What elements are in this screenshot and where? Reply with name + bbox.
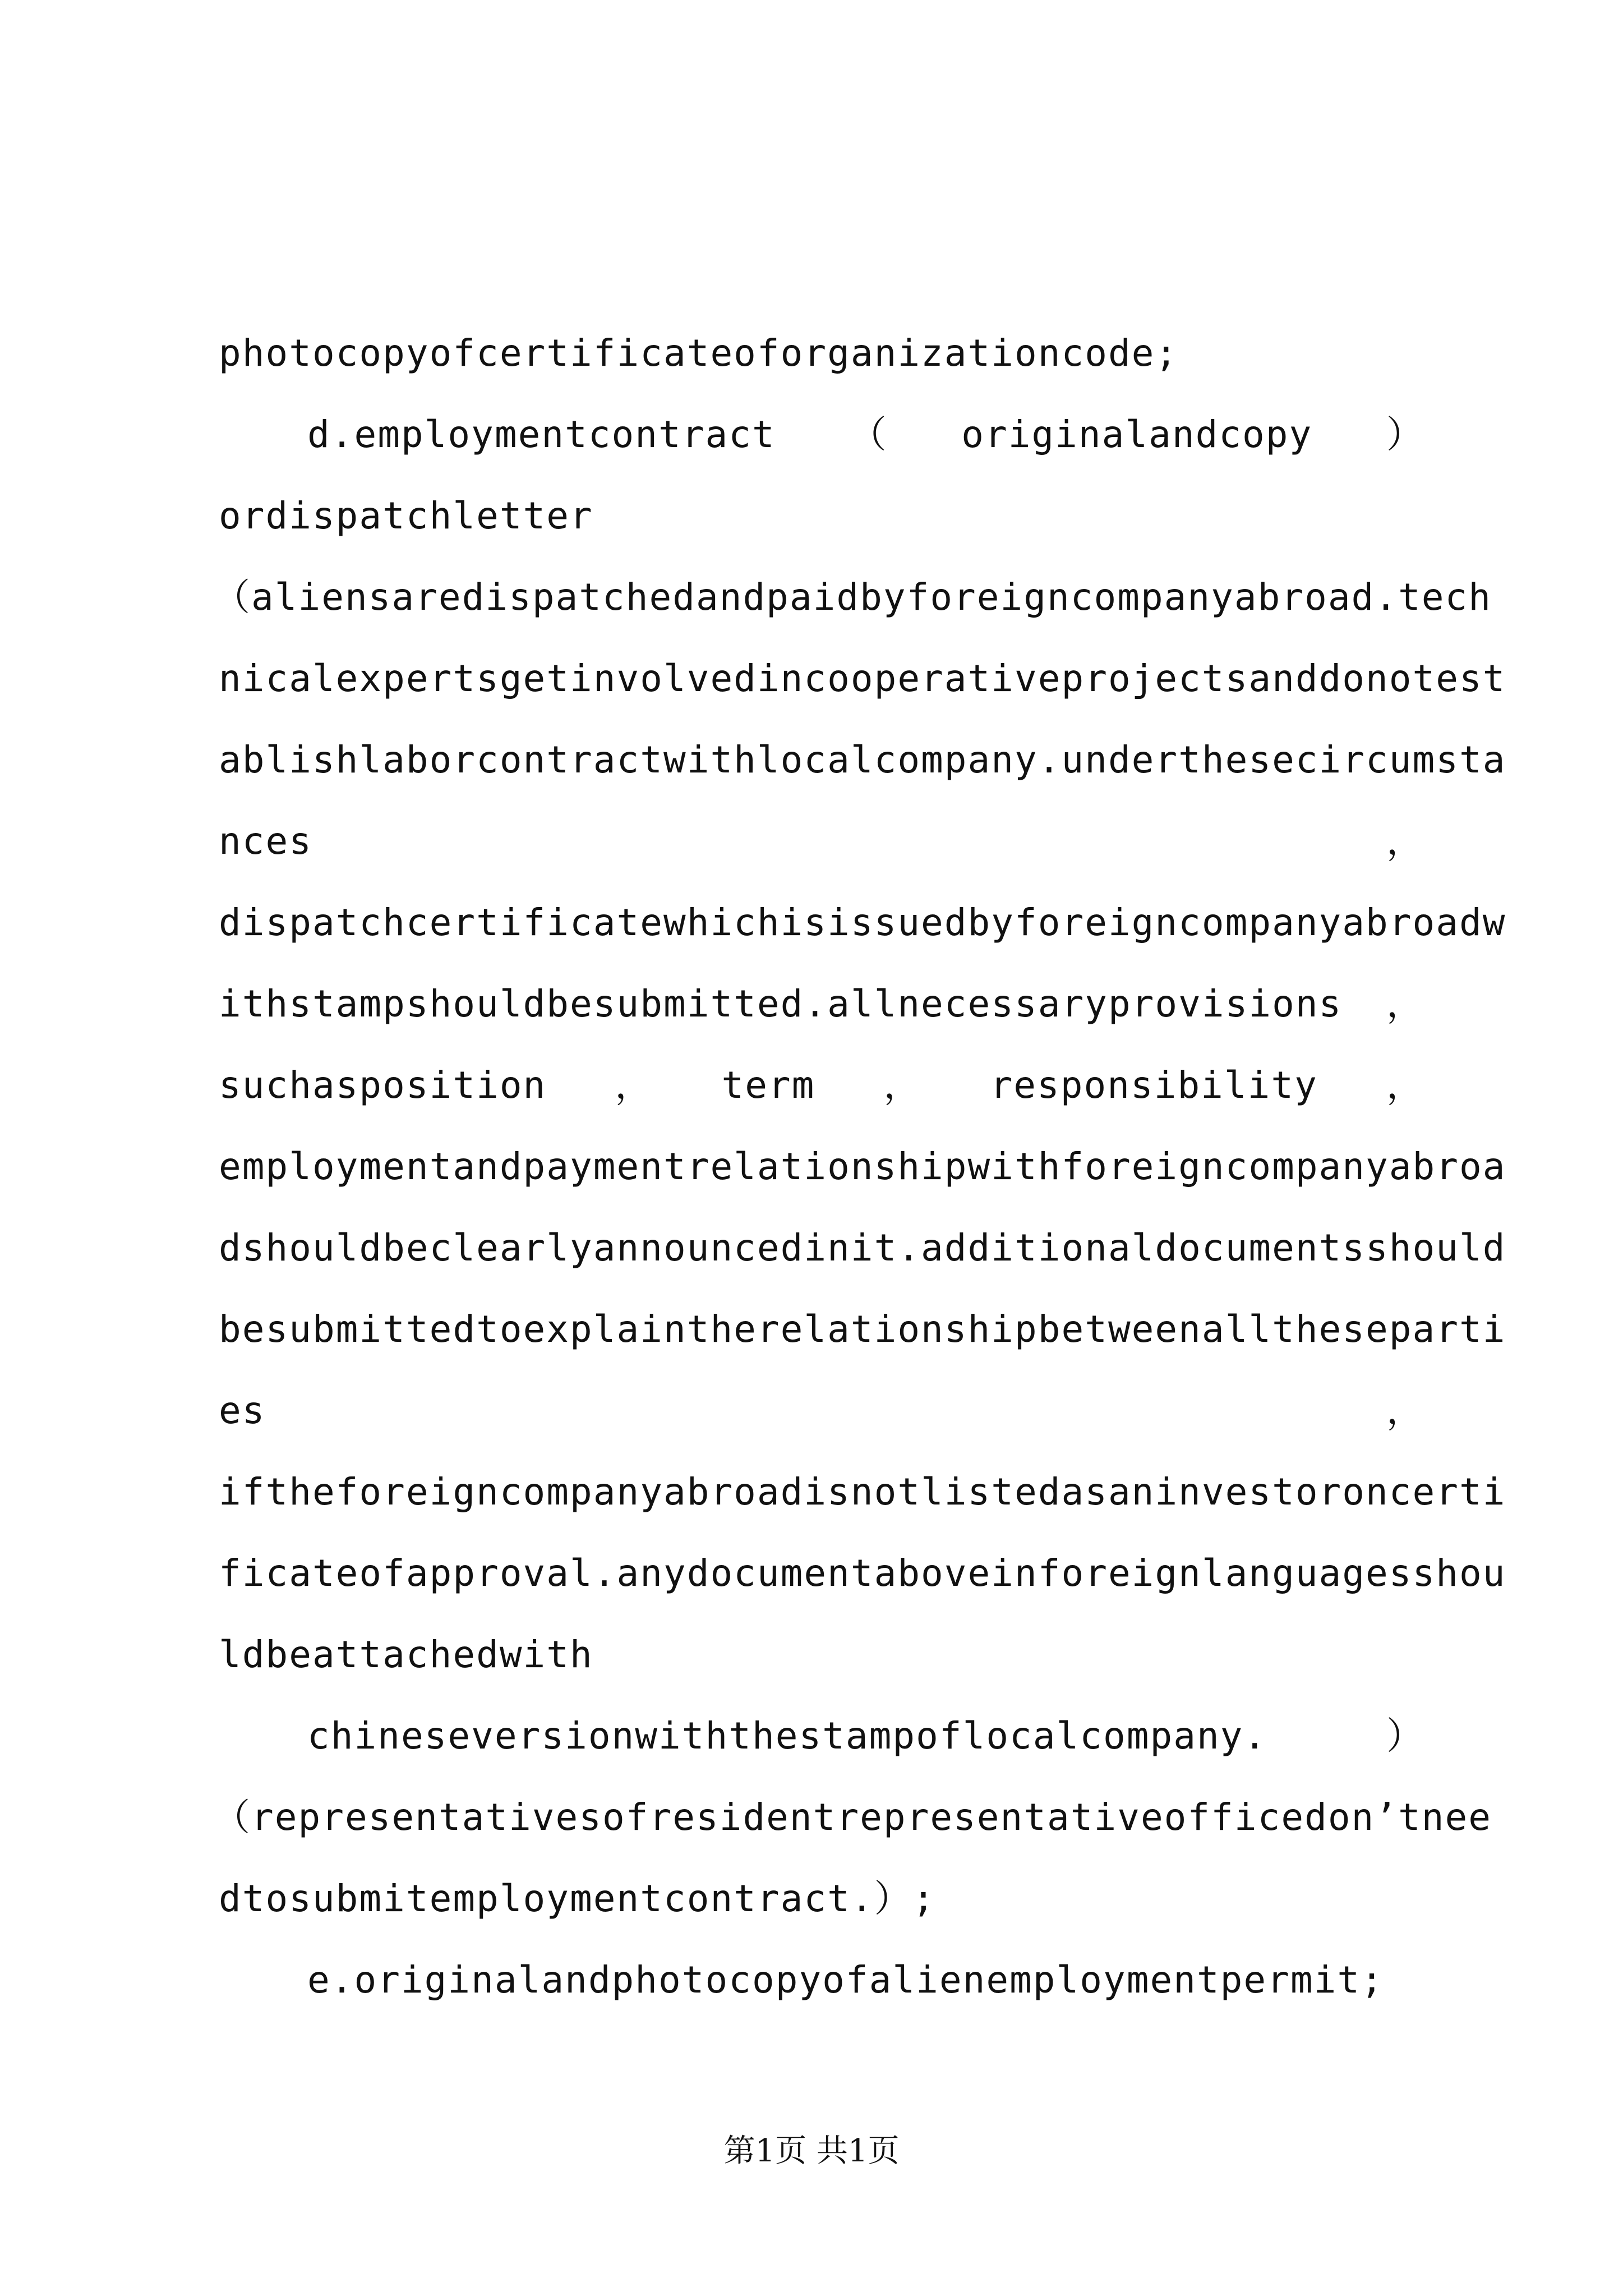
text-segment: ， xyxy=(1386,1064,1424,1107)
text-line: ldbeattachedwith xyxy=(219,1633,593,1676)
text-line xyxy=(307,1705,1424,1767)
text-segment: originalandcopy xyxy=(961,413,1313,456)
text-segment: ， xyxy=(615,1064,653,1107)
text-line: besubmittedtoexplaintherelationshipbetweenalltheseparti xyxy=(219,1308,1506,1351)
text-segment: ， xyxy=(1386,1389,1424,1432)
text-line: employmentandpaymentrelationshipwithforeigncompanyabroa xyxy=(219,1145,1506,1188)
text-segment: suchasposition xyxy=(219,1064,547,1107)
text-line: dshouldbeclearlyannouncedinit.additionaldocumentsshould xyxy=(219,1226,1506,1269)
text-segment: ， xyxy=(1386,820,1424,863)
page-number-footer: 第1页 共1页 xyxy=(723,2133,900,2169)
text-segment: responsibility xyxy=(990,1064,1318,1107)
text-line: e.originalandphotocopyofalienemploymentpermit; xyxy=(307,1958,1384,2001)
text-line xyxy=(219,973,1424,1035)
text-line: nicalexpertsgetinvolvedincooperativeprojectsanddonotest xyxy=(219,657,1506,700)
text-segment: ， xyxy=(883,1064,922,1107)
text-line: （representativesofresidentrepresentativeofficedon’tnee xyxy=(213,1796,1492,1839)
text-segment: （ xyxy=(849,413,888,456)
text-segment: chineseversionwiththestampoflocalcompany. xyxy=(307,1714,1267,1757)
text-segment: ithstampshouldbesubmitted.allnecessaryprovisions xyxy=(219,982,1343,1025)
text-segment: ， xyxy=(1386,982,1424,1025)
text-line xyxy=(219,811,1424,872)
text-segment: nces xyxy=(219,820,312,863)
text-segment: ） xyxy=(1386,1714,1424,1757)
text-segment: ） xyxy=(1386,413,1424,456)
text-line: ablishlaborcontractwithlocalcompany.underthesecircumsta xyxy=(219,738,1506,781)
text-segment: d.employmentcontract xyxy=(307,413,776,456)
text-line: iftheforeigncompanyabroadisnotlistedasaninvestoroncerti xyxy=(219,1470,1506,1513)
text-segment: es xyxy=(219,1389,266,1432)
text-line: ficateofapproval.anydocumentaboveinforeignlanguagesshou xyxy=(219,1552,1506,1595)
text-line: photocopyofcertificateoforganizationcode; xyxy=(219,332,1179,375)
text-line xyxy=(219,1380,1424,1442)
text-line: ordispatchletter xyxy=(219,494,593,537)
text-line xyxy=(307,404,1424,466)
text-segment: term xyxy=(721,1064,815,1107)
text-line: dispatchcertificatewhichisissuedbyforeigncompanyabroadw xyxy=(219,901,1506,944)
text-line: dtosubmitemploymentcontract.）; xyxy=(219,1877,936,1920)
text-line xyxy=(219,1055,1424,1116)
text-line: （aliensaredispatchedandpaidbyforeigncompanyabroad.tech xyxy=(213,576,1492,619)
